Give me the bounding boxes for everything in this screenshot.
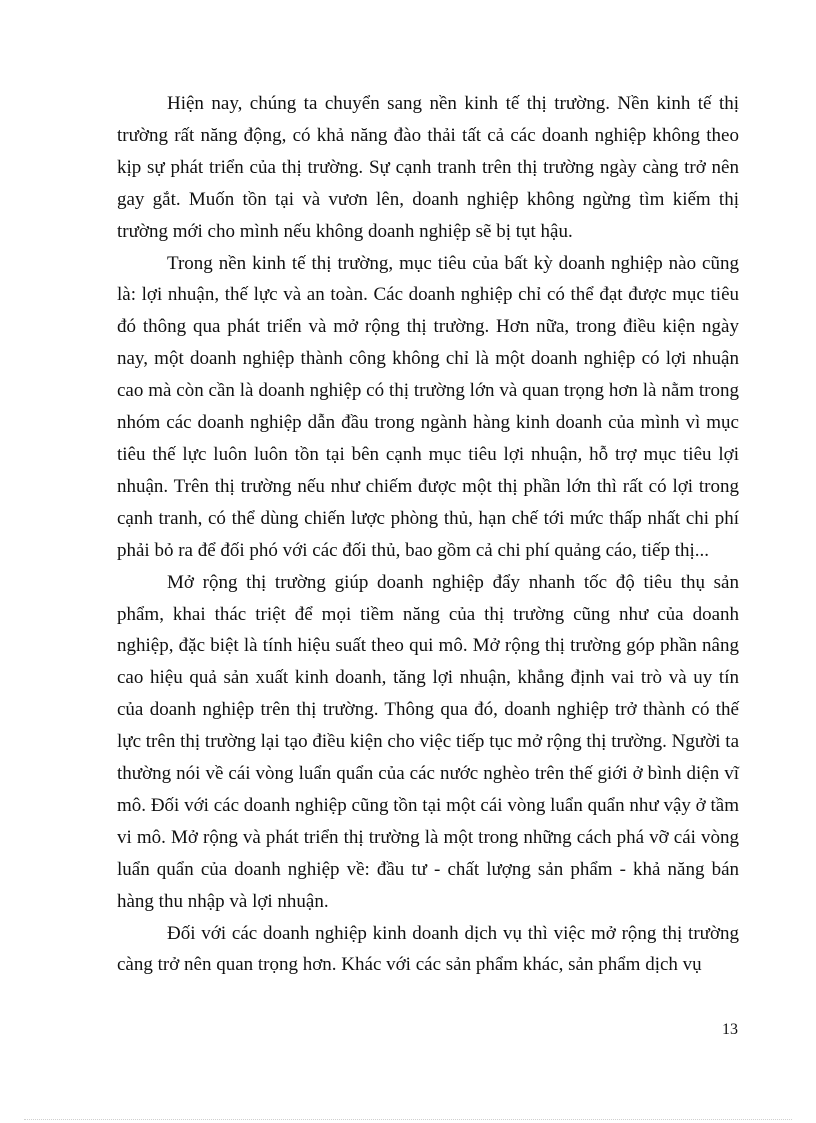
paragraph-4: Đối với các doanh nghiệp kinh doanh dịch vụ thì việc mở rộng thị trường càng trở nên quan trọng hơn. Khác với các sản phẩm khác, sản phẩm dịch vụ xyxy=(117,922,739,976)
paragraph-1: Hiện nay, chúng ta chuyển sang nền kinh tế thị trường. Nền kinh tế thị trường rất năng động, có khả năng đào thải tất cả các doanh nghiệp không theo kịp sự phát triển của thị trường. Sự cạnh tranh trên thị trường ngày càng trở nên gay gắt. Muốn tồn tại và vươn lên, doanh nghiệp không ngừng tìm kiếm thị trường mới cho mình nếu không doanh nghiệp sẽ bị tụt hậu. xyxy=(117,93,739,242)
page-number: 13 xyxy=(722,1021,738,1038)
paragraph-2: Trong nền kinh tế thị trường, mục tiêu của bất kỳ doanh nghiệp nào cũng là: lợi nhuận, thế lực và an toàn. Các doanh nghiệp chỉ có thể đạt được mục tiêu đó thông qua phát triển và mở rộng thị trường. Hơn nữa, trong điều kiện ngày nay, một doanh nghiệp thành công không chỉ là một doanh nghiệp có lợi nhuận cao mà còn cần là doanh nghiệp có thị trường lớn và quan trọng hơn là nằm trong nhóm các doanh nghiệp dẫn đầu trong ngành hàng kinh doanh của mình vì mục tiêu thế lực luôn luôn tồn tại bên cạnh mục tiêu lợi nhuận, hỗ trợ mục tiêu lợi nhuận. Trên thị trường nếu như chiếm được một thị phần lớn thì rất có lợi trong cạnh tranh, có thể dùng chiến lược phòng thủ, hạn chế tới mức thấp nhất chi phí phải bỏ ra để đối phó với các đối thủ, bao gồm cả chi phí quảng cáo, tiếp thị... xyxy=(117,252,739,561)
body-text xyxy=(117,88,739,981)
paragraph-3: Mở rộng thị trường giúp doanh nghiệp đẩy nhanh tốc độ tiêu thụ sản phẩm, khai thác triệt để mọi tiềm năng của thị trường cũng như của doanh nghiệp, đặc biệt là tính hiệu suất theo qui mô. Mở rộng thị trường góp phần nâng cao hiệu quả sản xuất kinh doanh, tăng lợi nhuận, khẳng định vai trò và uy tín của doanh nghiệp trên thị trường. Thông qua đó, doanh nghiệp trở thành có thế lực trên thị trường lại tạo điều kiện cho việc tiếp tục mở rộng thị trường. Người ta thường nói về cái vòng luẩn quẩn của các nước nghèo trên thế giới ở bình diện vĩ mô. Đối với các doanh nghiệp cũng tồn tại một cái vòng luẩn quẩn như vậy ở tầm vi mô. Mở rộng và phát triển thị trường là một trong những cách phá vỡ cái vòng luẩn quẩn của doanh nghiệp về: đầu tư - chất lượng sản phẩm - khả năng bán hàng thu nhập và lợi nhuận. xyxy=(117,571,739,912)
page-bottom-divider xyxy=(24,1119,792,1120)
